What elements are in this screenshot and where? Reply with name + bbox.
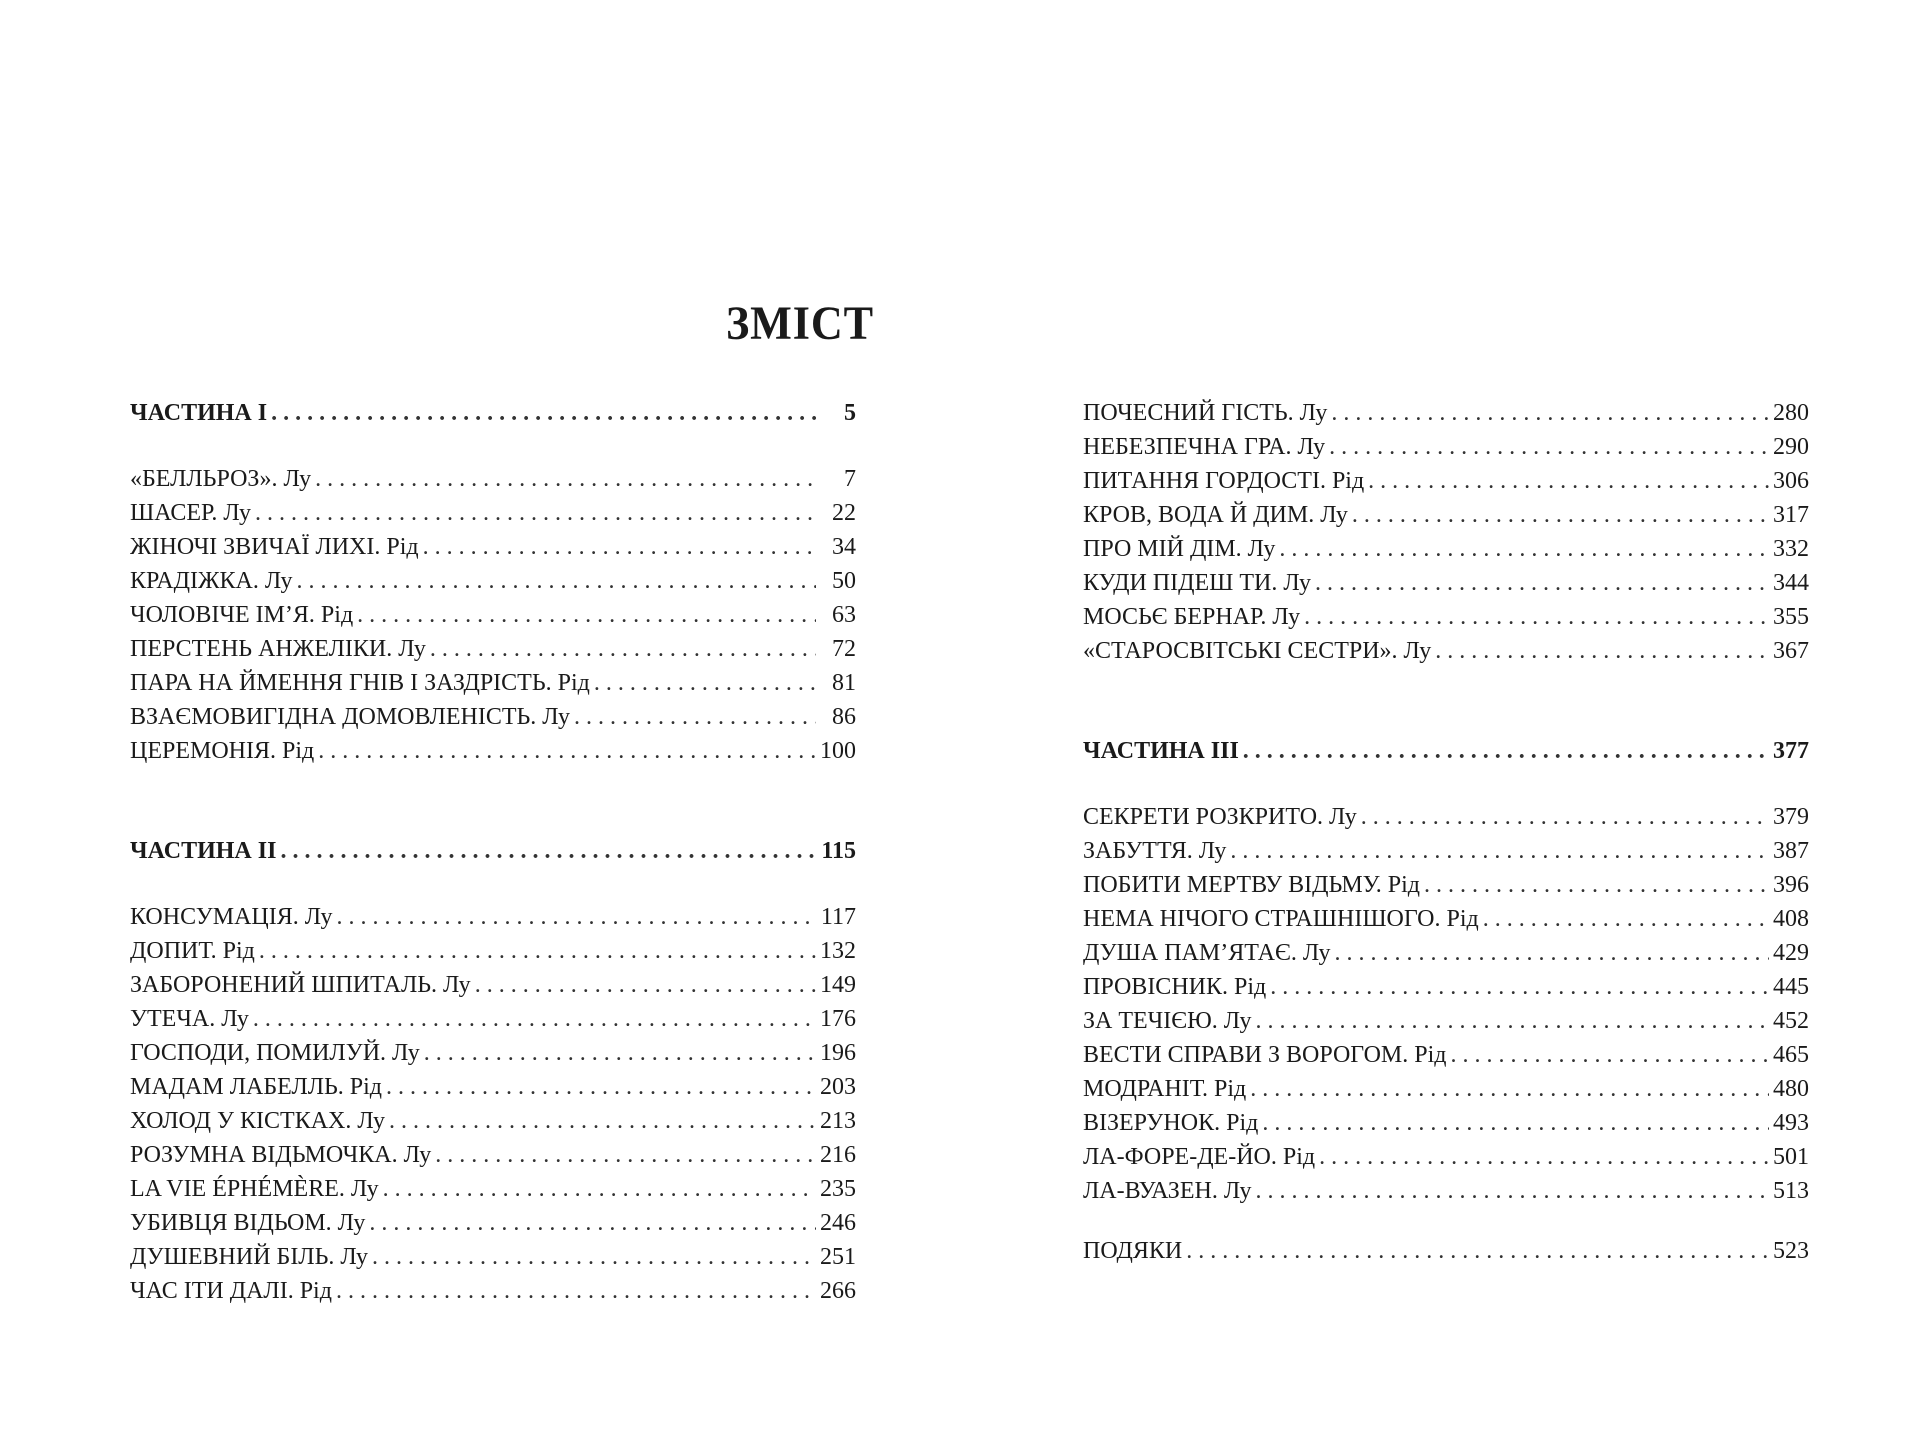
toc-entry[interactable] [130, 496, 856, 530]
entry-title: ЦЕРЕМОНІЯ. Рід [130, 738, 315, 764]
entry-title: ЧОЛОВІЧЕ ІМ’Я. Рід [130, 602, 354, 628]
page-title: ЗМІСТ [725, 297, 875, 350]
entry-title: ЗАБОРОНЕНИЙ ШПИТАЛЬ. Лу [130, 972, 471, 998]
toc-entry[interactable] [1083, 1174, 1809, 1208]
dot-leader [383, 1172, 816, 1206]
page-number: 34 [832, 534, 856, 560]
dot-leader [357, 598, 816, 632]
dot-leader [280, 834, 816, 868]
dot-leader [1319, 1140, 1769, 1174]
entry-title: ВЕСТИ СПРАВИ З ВОРОГОМ. Рід [1083, 1042, 1447, 1068]
page-number: 5 [844, 400, 856, 426]
dot-leader [1352, 498, 1769, 532]
page-number: 367 [1773, 638, 1809, 664]
entry-title: ПИТАННЯ ГОРДОСТІ. Рід [1083, 468, 1365, 494]
page-number: 513 [1773, 1178, 1809, 1204]
page-number: 501 [1773, 1144, 1809, 1170]
dot-leader [1368, 464, 1769, 498]
toc-entry[interactable] [1083, 1038, 1809, 1072]
page-number: 344 [1773, 570, 1809, 596]
toc-part-heading[interactable] [1083, 734, 1809, 768]
dot-leader [594, 666, 816, 700]
toc-entry[interactable] [130, 1240, 856, 1274]
toc-entry[interactable] [130, 564, 856, 598]
page-number: 235 [820, 1176, 856, 1202]
toc-entry[interactable] [130, 1104, 856, 1138]
toc-entry[interactable] [130, 934, 856, 968]
dot-leader [1279, 532, 1769, 566]
page-number: 100 [820, 738, 856, 764]
entry-title: НЕБЕЗПЕЧНА ГРА. Лу [1083, 434, 1326, 460]
page-number: 429 [1773, 940, 1809, 966]
page-number: 523 [1773, 1238, 1809, 1264]
dot-leader [1256, 1174, 1769, 1208]
toc-entry[interactable] [1083, 634, 1809, 668]
entry-title: ЗА ТЕЧІЄЮ. Лу [1083, 1008, 1252, 1034]
toc-entry[interactable] [1083, 970, 1809, 1004]
toc-right-column [1083, 396, 1809, 1268]
entry-title: ПРО МІЙ ДІМ. Лу [1083, 536, 1276, 562]
part-title: ЧАСТИНА II [130, 838, 277, 864]
toc-entry[interactable] [1083, 800, 1809, 834]
entry-title: ПЕРСТЕНЬ АНЖЕЛІКИ. Лу [130, 636, 426, 662]
entry-title: ПОЧЕСНИЙ ГІСТЬ. Лу [1083, 400, 1328, 426]
page-number: 290 [1773, 434, 1809, 460]
toc-entry[interactable] [1083, 936, 1809, 970]
dot-leader [1243, 734, 1769, 768]
page-number: 445 [1773, 974, 1809, 1000]
dot-leader [1315, 566, 1769, 600]
dot-leader [369, 1206, 816, 1240]
toc-entry[interactable] [1083, 498, 1809, 532]
dot-leader [430, 632, 816, 666]
toc-entry[interactable] [1083, 566, 1809, 600]
dot-leader [372, 1240, 816, 1274]
entry-title: МОДРАНІТ. Рід [1083, 1076, 1247, 1102]
page-number: 493 [1773, 1110, 1809, 1136]
toc-entry[interactable] [1083, 600, 1809, 634]
entry-title: ЗАБУТТЯ. Лу [1083, 838, 1227, 864]
entry-title: КРОВ, ВОДА Й ДИМ. Лу [1083, 502, 1348, 528]
toc-entry[interactable] [1083, 1072, 1809, 1106]
toc-entry[interactable] [1083, 1140, 1809, 1174]
page-number: 480 [1773, 1076, 1809, 1102]
toc-entry[interactable] [1083, 1004, 1809, 1038]
entry-title: «БЕЛЛЬРОЗ». Лу [130, 466, 312, 492]
page-number: 379 [1773, 804, 1809, 830]
entry-title: ПАРА НА ЙМЕННЯ ГНІВ І ЗАЗДРІСТЬ. Рід [130, 670, 590, 696]
page-number: 50 [832, 568, 856, 594]
entry-title: УБИВЦЯ ВІДЬОМ. Лу [130, 1210, 366, 1236]
toc-entry[interactable] [130, 632, 856, 666]
page-number: 306 [1773, 468, 1809, 494]
page-number: 213 [820, 1108, 856, 1134]
entry-title: КРАДІЖКА. Лу [130, 568, 293, 594]
page-number: 196 [820, 1040, 856, 1066]
entry-title: ПОДЯКИ [1083, 1238, 1183, 1264]
entry-title: ПОБИТИ МЕРТВУ ВІДЬМУ. Рід [1083, 872, 1420, 898]
page-number: 280 [1773, 400, 1809, 426]
toc-entry[interactable] [1083, 834, 1809, 868]
entry-title: ВІЗЕРУНОК. Рід [1083, 1110, 1259, 1136]
entry-title: ЧАС ІТИ ДАЛІ. Рід [130, 1278, 332, 1304]
dot-leader [386, 1070, 816, 1104]
dot-leader [253, 1002, 816, 1036]
entry-title: ДУША ПАМ’ЯТАЄ. Лу [1083, 940, 1331, 966]
dot-leader [259, 934, 816, 968]
toc-entry[interactable] [130, 734, 856, 768]
toc-part-heading[interactable] [130, 834, 856, 868]
dot-leader [255, 496, 816, 530]
dot-leader [318, 734, 816, 768]
dot-leader [1186, 1234, 1769, 1268]
page-number: 452 [1773, 1008, 1809, 1034]
dot-leader [1255, 1004, 1769, 1038]
dot-leader [435, 1138, 816, 1172]
page-number: 7 [844, 466, 856, 492]
entry-title: LA VIE ÉPHÉMÈRE. Лу [130, 1176, 379, 1202]
toc-entry[interactable] [1083, 1106, 1809, 1140]
toc-entry[interactable] [1083, 868, 1809, 902]
entry-title: ШАСЕР. Лу [130, 500, 252, 526]
page-number: 63 [832, 602, 856, 628]
toc-entry[interactable] [1083, 430, 1809, 464]
entry-title: ЛА-ВУАЗЕН. Лу [1083, 1178, 1252, 1204]
toc-entry[interactable] [130, 462, 856, 496]
dot-leader [297, 564, 816, 598]
toc-entry[interactable] [130, 1138, 856, 1172]
toc-entry[interactable] [1083, 464, 1809, 498]
toc-entry[interactable] [130, 530, 856, 564]
dot-leader [271, 396, 816, 430]
toc-entry[interactable] [130, 598, 856, 632]
toc-entry[interactable] [130, 1172, 856, 1206]
entry-title: ПРОВІСНИК. Рід [1083, 974, 1267, 1000]
dot-leader [1435, 634, 1769, 668]
page-number: 117 [820, 904, 856, 930]
page-number: 176 [820, 1006, 856, 1032]
dot-leader [336, 1274, 816, 1308]
page-number: 203 [820, 1074, 856, 1100]
dot-leader [574, 700, 816, 734]
part-title: ЧАСТИНА I [130, 400, 268, 426]
toc-entry[interactable] [130, 1206, 856, 1240]
page-number: 246 [820, 1210, 856, 1236]
dot-leader [475, 968, 816, 1002]
dot-leader [1250, 1072, 1769, 1106]
toc-entry[interactable] [1083, 532, 1809, 566]
dot-leader [1304, 600, 1769, 634]
dot-leader [424, 1036, 816, 1070]
dot-leader [389, 1104, 816, 1138]
entry-title: МАДАМ ЛАБЕЛЛЬ. Рід [130, 1074, 383, 1100]
toc-left-column [130, 396, 856, 1308]
page-number: 465 [1773, 1042, 1809, 1068]
entry-title: НЕМА НІЧОГО СТРАШНІШОГО. Рід [1083, 906, 1479, 932]
toc-entry[interactable] [1083, 902, 1809, 936]
toc-entry[interactable] [130, 900, 856, 934]
page-number: 355 [1773, 604, 1809, 630]
toc-entry[interactable] [130, 1274, 856, 1308]
entry-title: ГОСПОДИ, ПОМИЛУЙ. Лу [130, 1040, 420, 1066]
entry-title: МОСЬЄ БЕРНАР. Лу [1083, 604, 1301, 630]
page-number: 317 [1773, 502, 1809, 528]
page-number: 72 [832, 636, 856, 662]
entry-title: «СТАРОСВІТСЬКІ СЕСТРИ». Лу [1083, 638, 1432, 664]
page-number: 149 [820, 972, 856, 998]
entry-title: КОНСУМАЦІЯ. Лу [130, 904, 333, 930]
toc-entry[interactable] [1083, 396, 1809, 430]
entry-title: КУДИ ПІДЕШ ТИ. Лу [1083, 570, 1312, 596]
page-number: 81 [832, 670, 856, 696]
page-number: 387 [1773, 838, 1809, 864]
entry-title: ЛА-ФОРЕ-ДЕ-ЙО. Рід [1083, 1144, 1316, 1170]
toc-entry[interactable] [130, 968, 856, 1002]
page-number: 115 [821, 838, 856, 864]
entry-title: ХОЛОД У КІСТКАХ. Лу [130, 1108, 386, 1134]
dot-leader [423, 530, 816, 564]
page-number: 216 [820, 1142, 856, 1168]
dot-leader [1361, 800, 1769, 834]
page-number: 266 [820, 1278, 856, 1304]
part-title: ЧАСТИНА III [1083, 738, 1239, 764]
dot-leader [1262, 1106, 1769, 1140]
toc-entry[interactable] [130, 1036, 856, 1070]
page-number: 132 [820, 938, 856, 964]
toc-part-heading[interactable] [130, 396, 856, 430]
page-number: 86 [832, 704, 856, 730]
toc-entry[interactable] [130, 700, 856, 734]
toc-entry[interactable] [130, 1070, 856, 1104]
dot-leader [315, 462, 816, 496]
page-number: 396 [1773, 872, 1809, 898]
entry-title: РОЗУМНА ВІДЬМОЧКА. Лу [130, 1142, 432, 1168]
dot-leader [1424, 868, 1769, 902]
page-number: 251 [820, 1244, 856, 1270]
dot-leader [1450, 1038, 1769, 1072]
entry-title: ЖІНОЧІ ЗВИЧАЇ ЛИХІ. Рід [130, 534, 419, 560]
dot-leader [1331, 396, 1769, 430]
dot-leader [1270, 970, 1769, 1004]
page-number: 408 [1773, 906, 1809, 932]
page-number: 377 [1773, 738, 1809, 764]
dot-leader [1483, 902, 1769, 936]
entry-title: СЕКРЕТИ РОЗКРИТО. Лу [1083, 804, 1357, 830]
dot-leader [1329, 430, 1769, 464]
entry-title: ДУШЕВНИЙ БІЛЬ. Лу [130, 1244, 369, 1270]
entry-title: УТЕЧА. Лу [130, 1006, 249, 1032]
toc-entry-acknowledgements[interactable] [1083, 1234, 1809, 1268]
page-number: 332 [1773, 536, 1809, 562]
toc-entry[interactable] [130, 1002, 856, 1036]
page-number: 22 [832, 500, 856, 526]
entry-title: ВЗАЄМОВИГІДНА ДОМОВЛЕНІСТЬ. Лу [130, 704, 570, 730]
dot-leader [1335, 936, 1769, 970]
dot-leader [336, 900, 816, 934]
entry-title: ДОПИТ. Рід [130, 938, 255, 964]
dot-leader [1230, 834, 1769, 868]
toc-entry[interactable] [130, 666, 856, 700]
